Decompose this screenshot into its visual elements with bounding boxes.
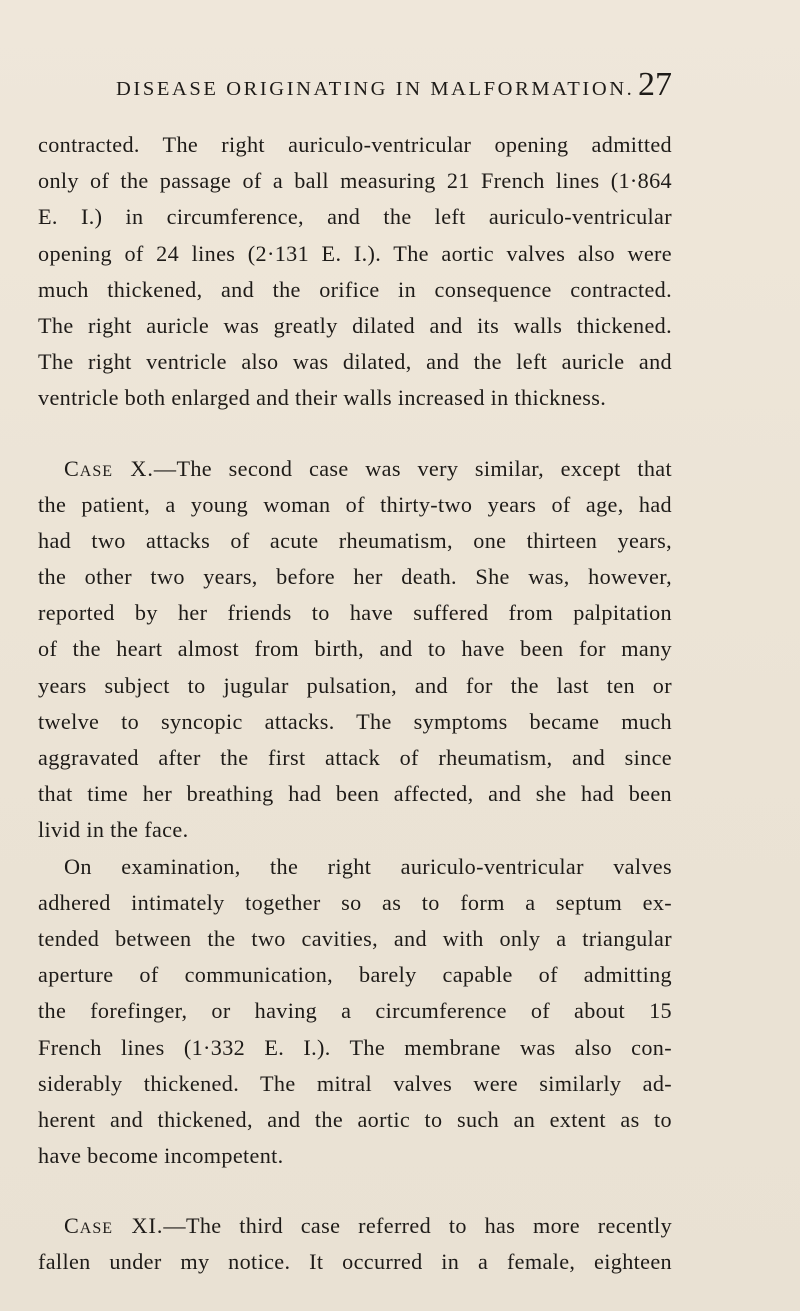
paragraph-continued (38, 127, 672, 417)
text-line: herent and thickened, and the aortic to such an extent as to (38, 1106, 672, 1132)
text-line: siderably thickened. The mitral valves were similarly ad- (38, 1070, 672, 1096)
text-line: The right auricle was greatly dilated and its walls thickened. (38, 312, 672, 338)
text-line: have become incompetent. (38, 1143, 284, 1169)
text-line: much thickened, and the orifice in consequence contracted. (38, 276, 672, 302)
text-line: twelve to syncopic attacks. The symptoms became much (38, 708, 672, 734)
text-line: The right ventricle also was dilated, and the left auricle and (38, 349, 672, 375)
paragraph-case-xi (38, 1208, 672, 1280)
paragraph-examination (38, 849, 672, 1175)
text-line: French lines (1·332 E. I.). The membrane was also con- (38, 1034, 672, 1060)
text-line: the patient, a young woman of thirty-two years of age, had (38, 491, 672, 517)
text-line: reported by her friends to have suffered from palpitation (38, 600, 672, 626)
text-line (38, 451, 672, 487)
text-line: E. I.) in circumference, and the left auriculo-ventricular (38, 204, 672, 230)
text-line: opening of 24 lines (2·131 E. I.). The aortic valves also were (38, 240, 672, 266)
text-line: adhered intimately together so as to form a septum ex- (38, 889, 672, 915)
running-head: DISEASE ORIGINATING IN MALFORMATION. (116, 78, 635, 100)
text-line: contracted. The right auriculo-ventricular opening admitted (38, 132, 672, 157)
text-fragment: —The third case referred to has more recently (163, 1213, 673, 1239)
text-line: aggravated after the first attack of rheumatism, and since (38, 745, 672, 770)
text-line: fallen under my notice. It occurred in a female, eighteen (38, 1249, 672, 1275)
text-line: tended between the two cavities, and with only a triangular (38, 925, 672, 951)
page-header (116, 66, 672, 112)
text-line: had two attacks of acute rheumatism, one thirteen years, (38, 527, 672, 553)
text-line: On examination, the right auriculo-ventricular valves (64, 853, 672, 879)
case-label: Case X. (64, 455, 154, 481)
paragraph-gap (38, 1174, 672, 1208)
text-line: ventricle both enlarged and their walls increased in thickness. (38, 385, 607, 411)
text-line (38, 1208, 672, 1244)
body-text (38, 127, 672, 1281)
text-line: livid in the face. (38, 817, 189, 843)
text-line: that time her breathing had been affected, and she had been (38, 781, 672, 807)
text-line: years subject to jugular pulsation, and for the last ten or (38, 672, 672, 698)
paragraph-gap (38, 417, 672, 451)
text-line: only of the passage of a ball measuring 21 French lines (1·864 (38, 168, 672, 194)
page-number: 27 (638, 66, 672, 103)
text-line: of the heart almost from birth, and to have been for many (38, 636, 672, 662)
case-label: Case XI. (64, 1213, 164, 1239)
text-line: the forefinger, or having a circumference of about 15 (38, 998, 672, 1024)
text-line: the other two years, before her death. She was, however, (38, 564, 672, 590)
text-line: aperture of communication, barely capable of admitting (38, 962, 672, 988)
text-fragment: —The second case was very similar, except that (153, 455, 672, 481)
paragraph-case-x (38, 451, 672, 849)
